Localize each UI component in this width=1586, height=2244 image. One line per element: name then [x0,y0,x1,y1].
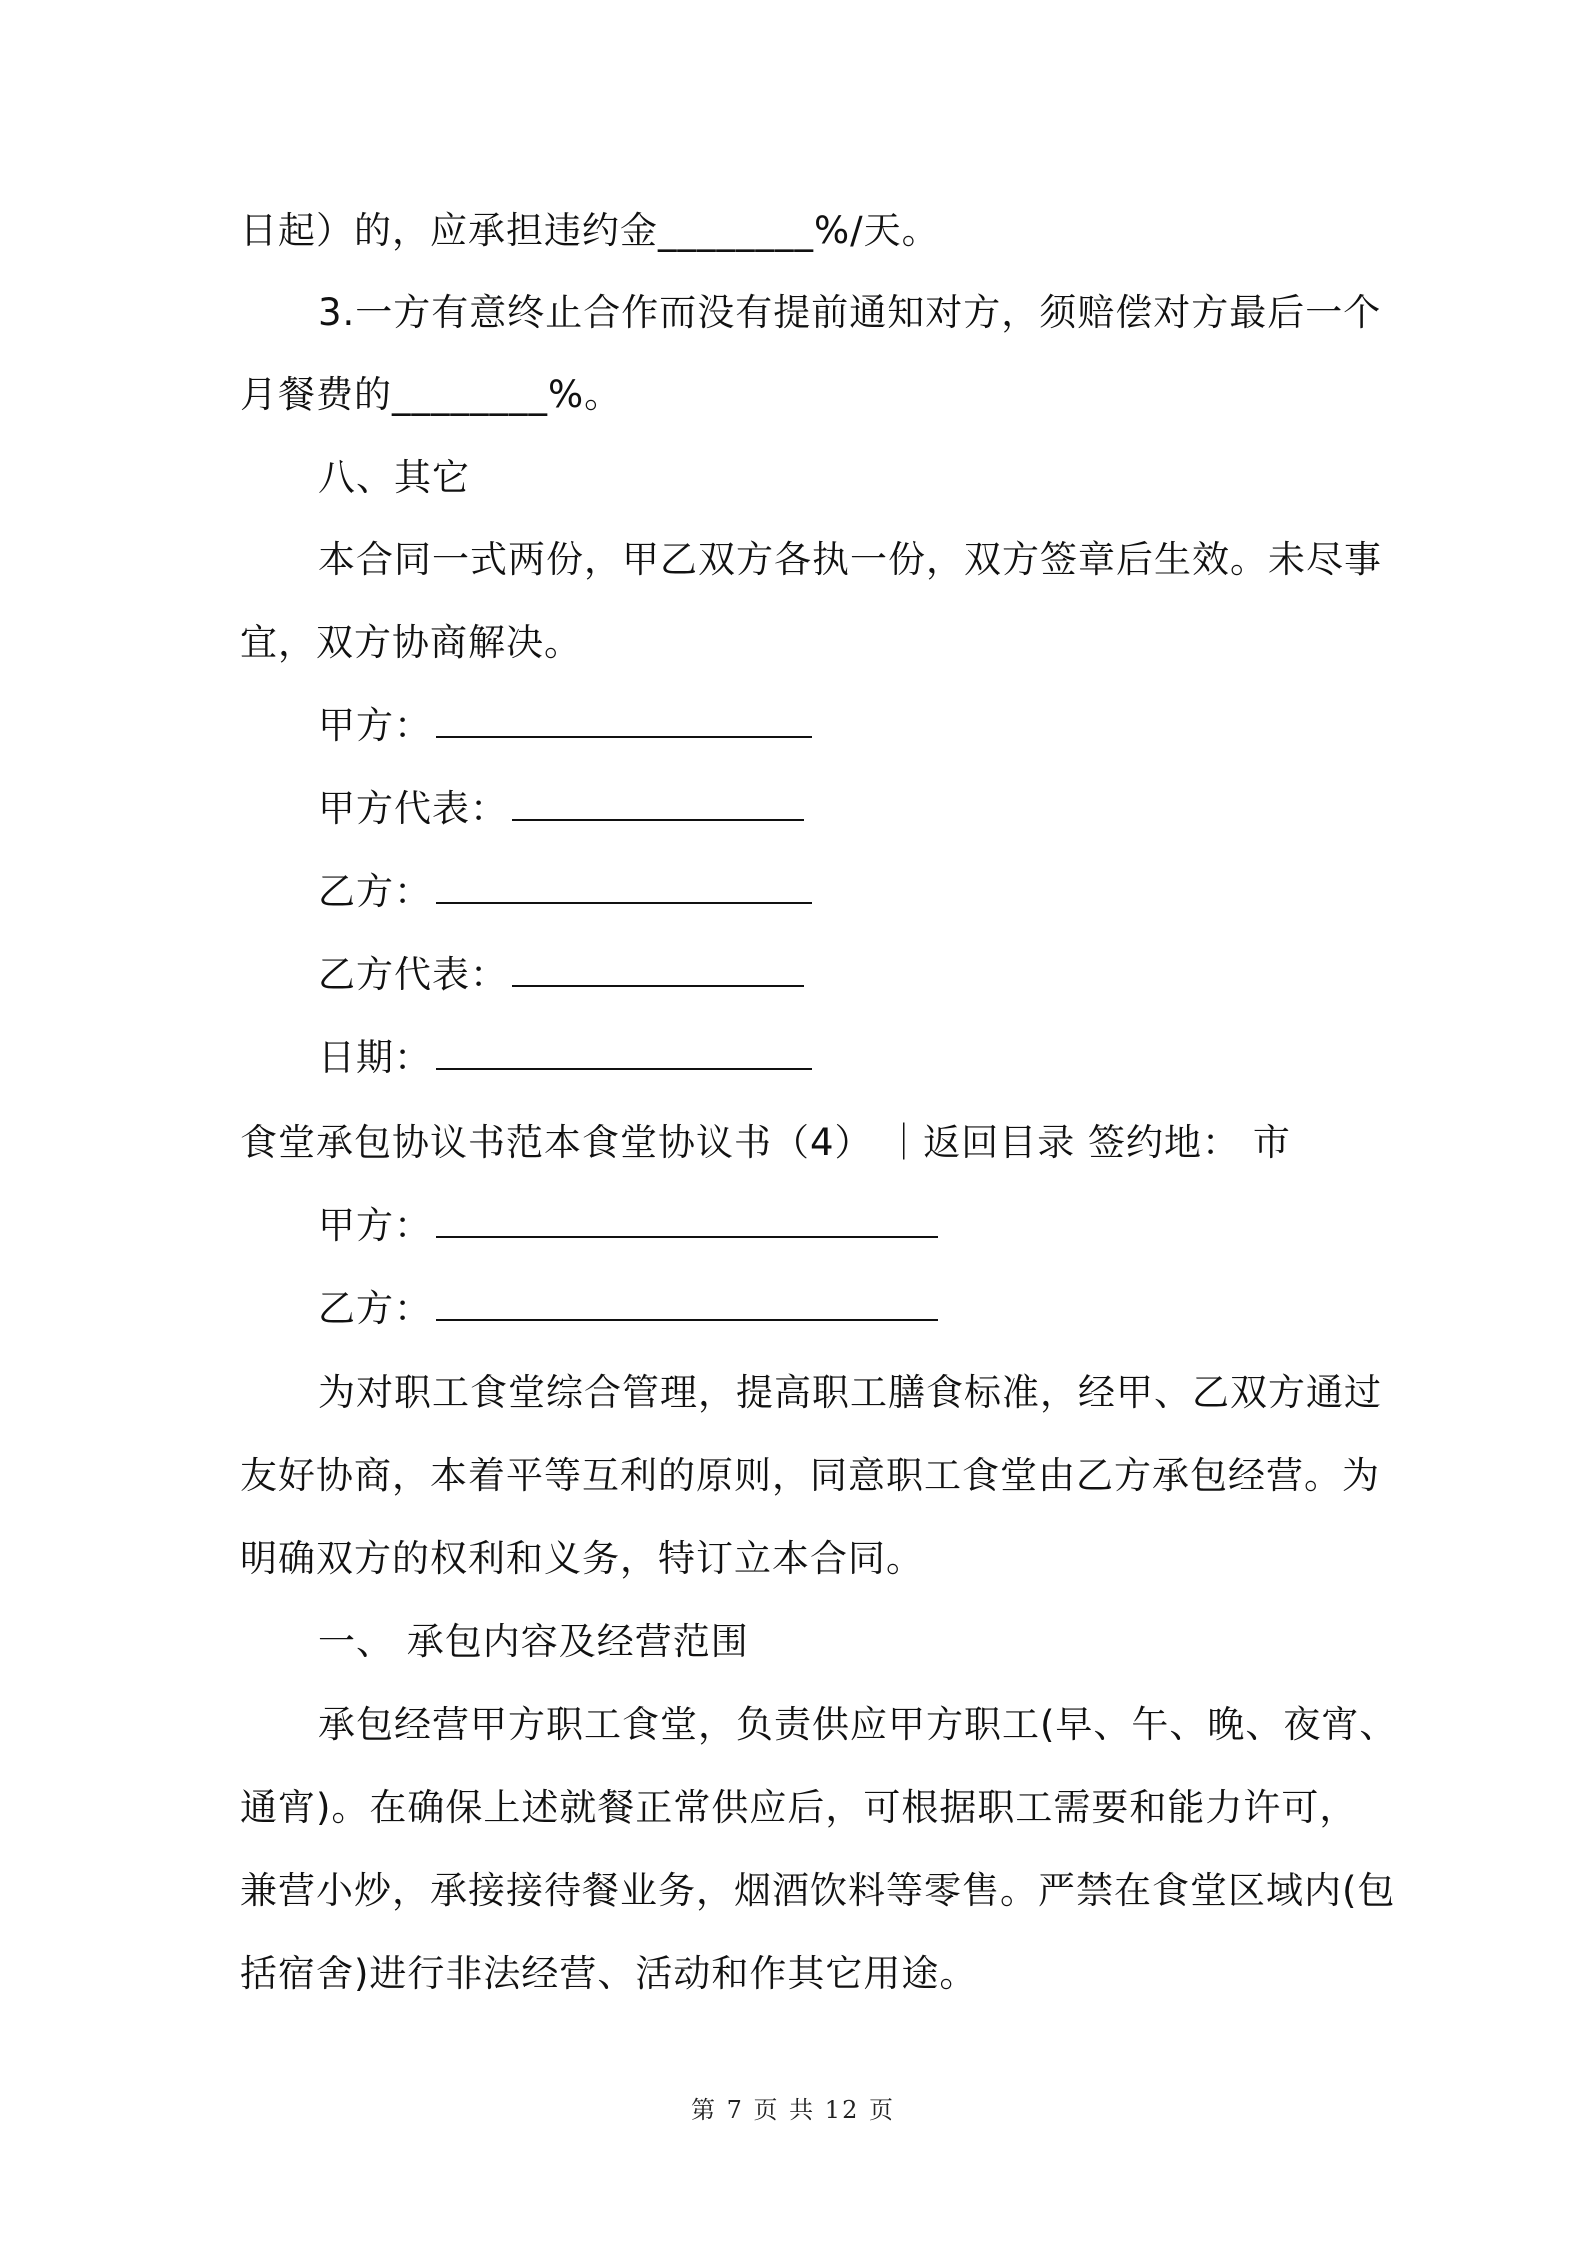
contract-party-b [318,1286,938,1332]
paragraph-line: 日起）的，应承担违约金________%/天。 [240,209,940,252]
section-heading: 八、其它 [318,456,470,499]
field-label: 日期： [318,1036,432,1079]
signature-field-party-a [318,703,812,749]
signature-blank [436,1289,938,1321]
signature-field-party-a-rep [318,786,804,832]
paragraph-line: 括宿舍)进行非法经营、活动和作其它用途。 [240,1952,978,1995]
signature-field-party-b [318,869,812,915]
paragraph-line: 宜，双方协商解决。 [240,621,582,664]
document-title-line: 食堂承包协议书范本食堂协议书（4） ｜返回目录 签约地： 市 [240,1121,1291,1164]
signature-blank [436,872,812,904]
paragraph-line: 为对职工食堂综合管理，提高职工膳食标准，经甲、乙双方通过 [318,1371,1382,1414]
field-label: 甲方： [318,1204,432,1247]
paragraph-line: 兼营小炒，承接接待餐业务，烟酒饮料等零售。严禁在食堂区域内(包 [240,1869,1396,1912]
contract-party-a [318,1203,938,1249]
paragraph-line: 3.一方有意终止合作而没有提前通知对方，须赔偿对方最后一个 [318,291,1382,334]
field-label: 乙方： [318,1287,432,1330]
field-label: 甲方代表： [318,787,508,830]
paragraph-line: 本合同一式两份，甲乙双方各执一份，双方签章后生效。未尽事 [318,538,1382,581]
signature-blank [436,1038,812,1070]
page-number-footer: 第 7 页 共 12 页 [691,2096,895,2124]
paragraph-line: 承包经营甲方职工食堂，负责供应甲方职工(早、午、晚、夜宵、 [318,1703,1398,1746]
signature-field-date [318,1035,812,1081]
signature-blank [436,1206,938,1238]
signature-field-party-b-rep [318,952,804,998]
paragraph-line: 月餐费的________%。 [240,373,623,416]
section-heading: 一、 承包内容及经营范围 [318,1620,749,1663]
field-label: 乙方代表： [318,953,508,996]
paragraph-line: 明确双方的权利和义务，特订立本合同。 [240,1537,924,1580]
signature-blank [512,789,804,821]
paragraph-line: 通宵)。在确保上述就餐正常供应后，可根据职工需要和能力许可， [240,1786,1358,1829]
signature-blank [436,706,812,738]
signature-blank [512,955,804,987]
paragraph-line: 友好协商，本着平等互利的原则，同意职工食堂由乙方承包经营。为 [240,1454,1380,1497]
field-label: 甲方： [318,704,432,747]
field-label: 乙方： [318,870,432,913]
